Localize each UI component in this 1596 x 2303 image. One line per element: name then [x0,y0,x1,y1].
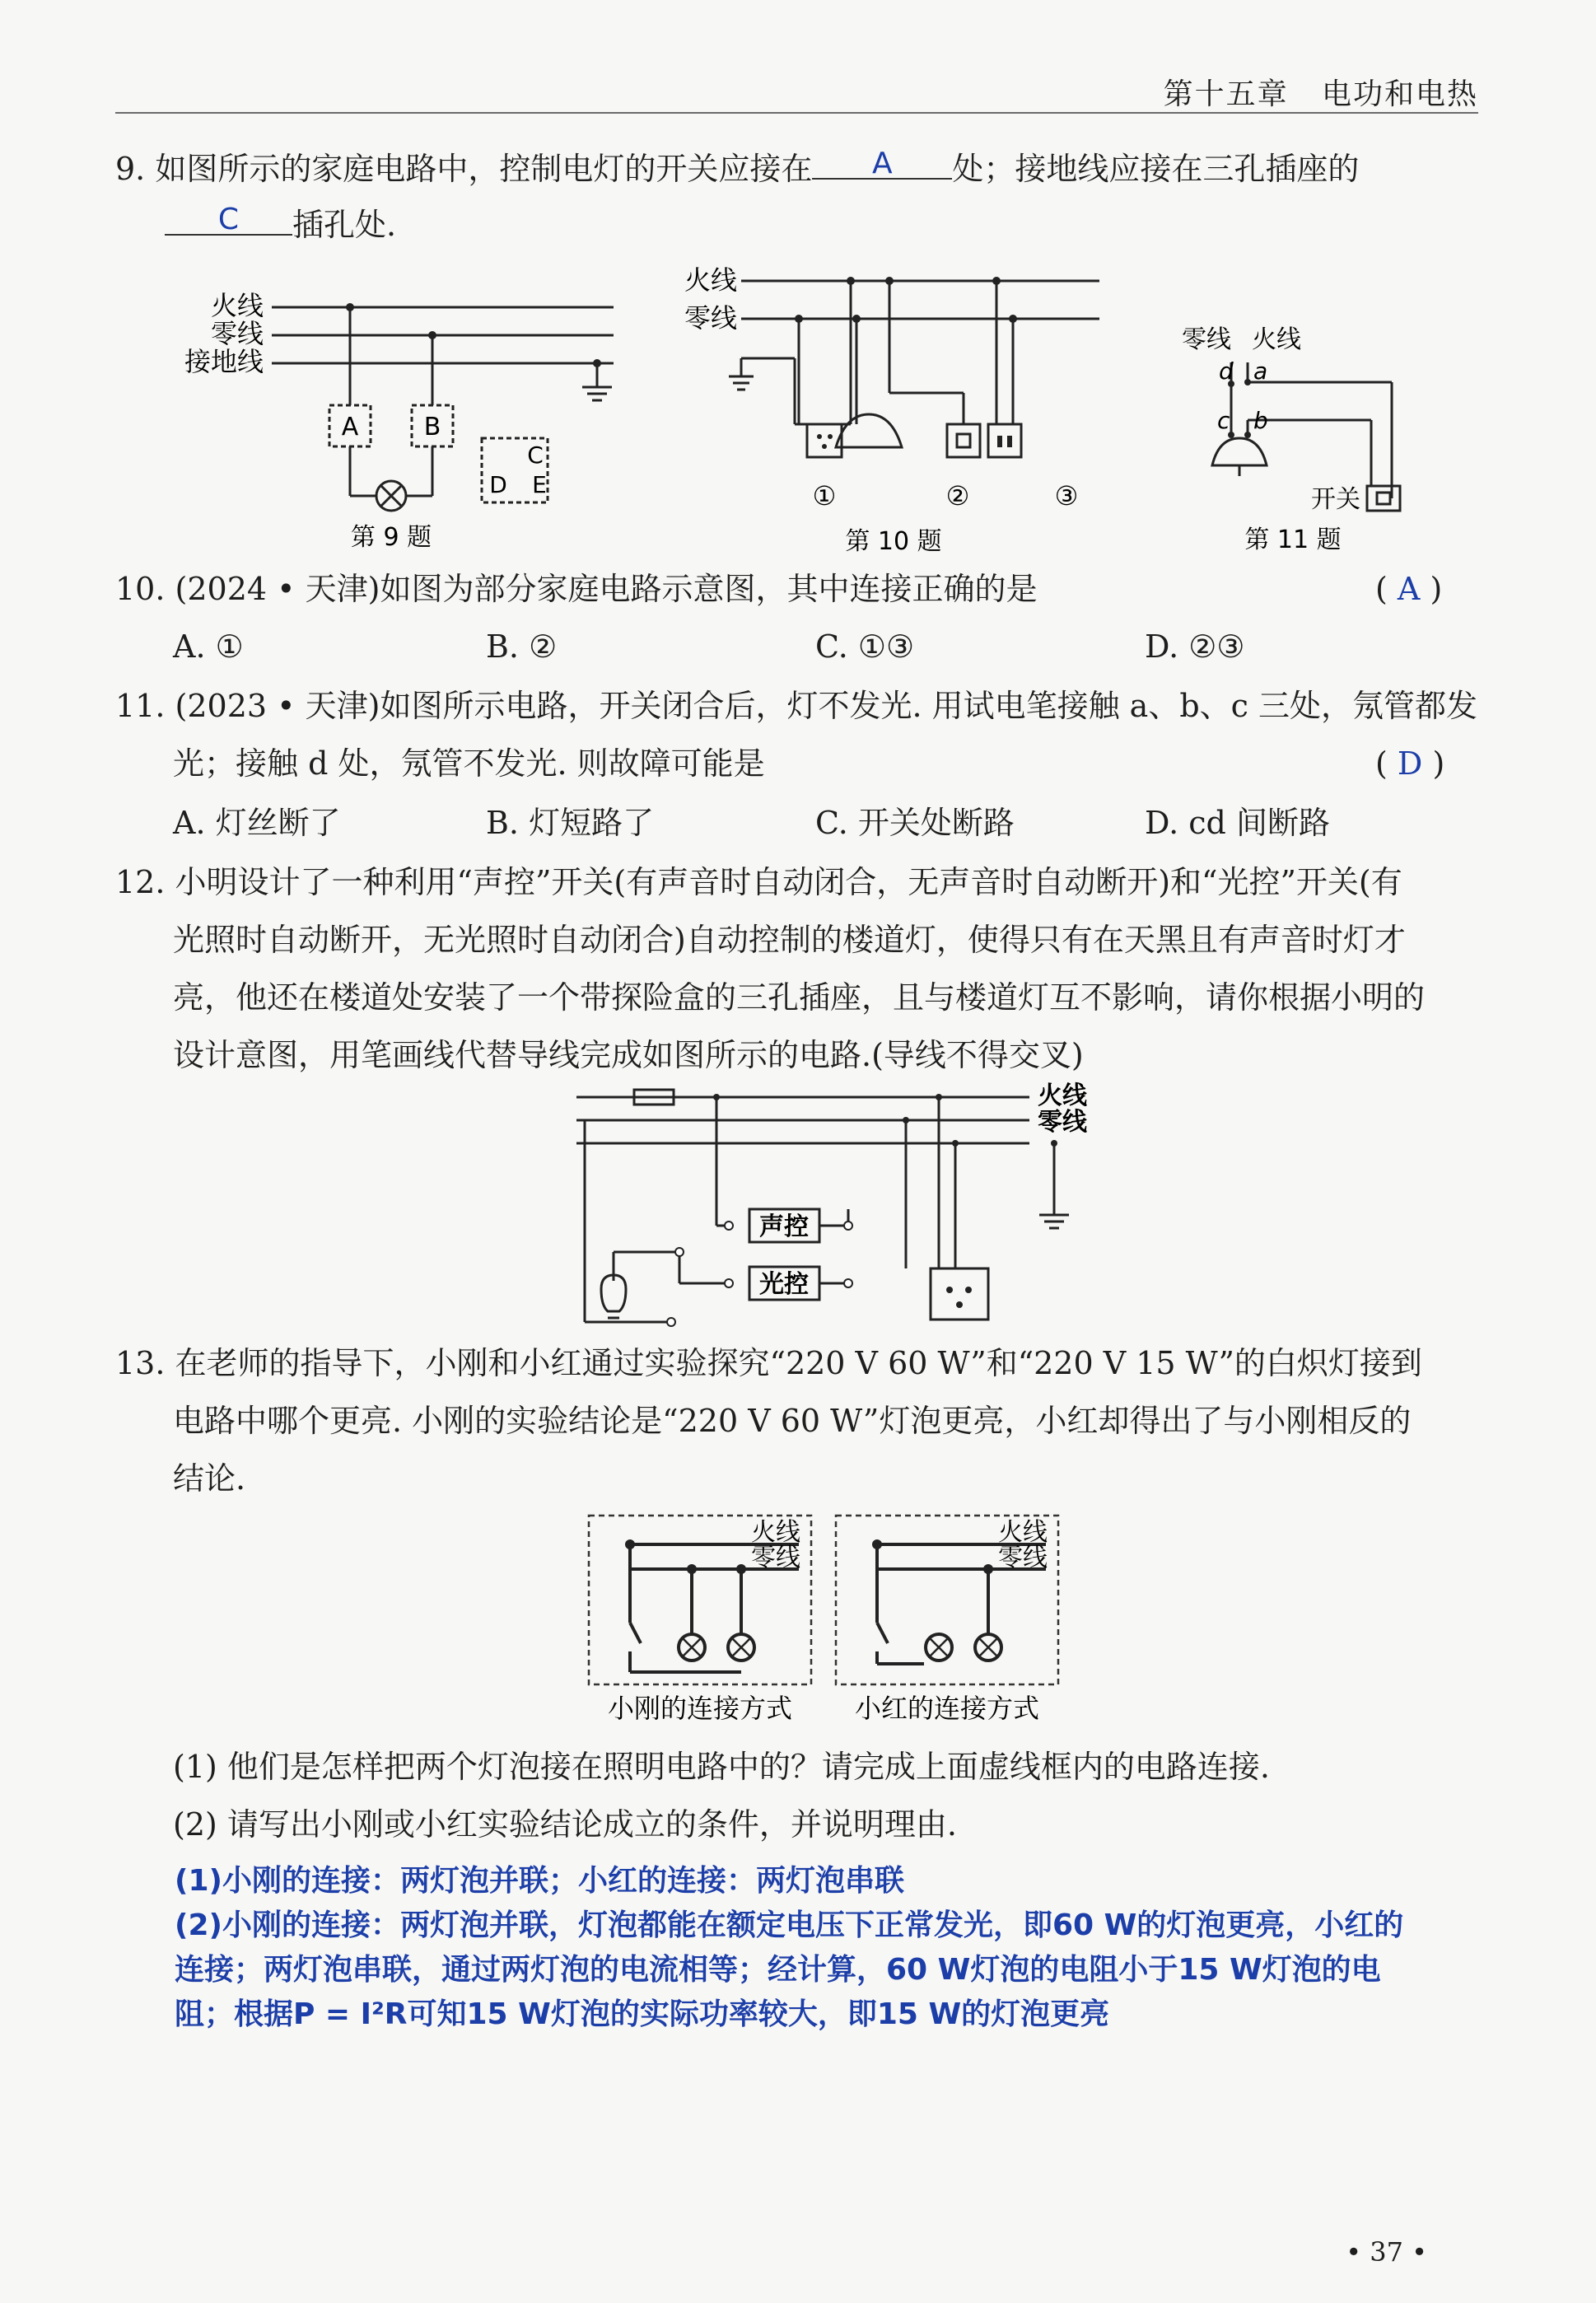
fig9-live-label: 火线 [210,290,264,321]
fig9-neutral-label: 零线 [210,318,264,349]
q9-blank1 [812,147,952,180]
fig10-num3: ③ [1054,480,1079,512]
fig9-ground-label: 接地线 [184,346,264,377]
q9-text-c: 插孔处. [292,207,397,243]
fig9-box-a: A [341,413,359,441]
q10-option-b: B. ② [486,628,558,665]
page-number: • 37 • [1346,2236,1427,2268]
fig11-live-label: 火线 [1252,325,1301,354]
fig10-live-label: 火线 [684,264,737,296]
fig10-caption: 第 10 题 [845,527,942,556]
chapter-number: 第十五章 [1163,77,1289,111]
fig13-left-caption: 小刚的连接方式 [607,1693,793,1724]
q9-blank1-answer: A [872,147,893,180]
q13-line1: 13. 在老师的指导下，小刚和小红通过实验探究“220 V 60 W”和“220 V 15 W”的白炽灯接到 [115,1345,1422,1381]
q13-line2: 电路中哪个更亮. 小刚的实验结论是“220 V 60 W”灯泡更亮，小红却得出了与小刚相反的 [173,1403,1412,1439]
q10-stem: 10. (2024 • 天津)如图为部分家庭电路示意图，其中连接正确的是 [115,571,1038,607]
q11-option-c: C. 开关处断路 [815,805,1015,841]
q11-option-b: B. 灯短路了 [486,805,655,841]
q9-line1 [115,140,1359,198]
fig9-socket-e: E [532,471,547,498]
fig10-circuit [671,259,1116,556]
chapter-title: 电功和电热 [1321,77,1478,111]
q10-answer-bracket: ( A ) [1375,571,1443,607]
fig11-point-c: c [1217,407,1230,434]
fig12-live-label: 火线 [1038,1081,1087,1110]
q13-sub1: (1) 他们是怎样把两个灯泡接在照明电路中的？请完成上面虚线框内的电路连接. [173,1749,1270,1785]
q13-line3: 结论. [173,1460,246,1497]
q11-option-d: D. cd 间断路 [1145,805,1330,841]
q11-line2: 光；接触 d 处，氖管不发光. 则故障可能是 [173,745,765,782]
fig13-right-caption: 小红的连接方式 [854,1693,1040,1724]
fig12-circuit [568,1079,1145,1334]
q10-option-a: A. ① [173,628,244,665]
fig9-circuit [173,280,634,552]
q10-option-d: D. ②③ [1145,628,1245,665]
q12-line3: 亮，他还在楼道处安装了一个带探险盒的三孔插座，且与楼道灯互不影响，请你根据小明的 [173,979,1426,1016]
q13-sub2: (2) 请写出小刚或小红实验结论成立的条件，并说明理由. [173,1806,957,1843]
fig9-box-b: B [423,413,441,441]
fig9-socket-c: C [527,441,544,469]
q9-text-b: 处；接地线应接在三孔插座的 [952,151,1360,187]
fig11-neutral-label: 零线 [1182,325,1231,354]
q12-line4: 设计意图，用笔画线代替导线完成如图所示的电路.(导线不得交叉) [173,1037,1084,1073]
fig13-right-neutral-label: 零线 [998,1544,1048,1572]
q12-line2: 光照时自动断开，无光照时自动闭合)自动控制的楼道灯，使得只有在天黑且有声音时灯才 [173,922,1406,958]
q9-blank2-answer: C [217,203,240,236]
fig11-circuit [1169,321,1433,560]
q9-line2 [165,196,396,254]
q11-answer: D [1397,745,1423,782]
fig11-point-d: d [1219,357,1234,385]
fig12-neutral-label: 零线 [1038,1108,1087,1137]
fig12-sound-switch: 声控 [759,1212,809,1241]
fig10-neutral-label: 零线 [684,302,737,334]
fig13-circuits [585,1511,1079,1726]
q9-text-a: 9. 如图所示的家庭电路中，控制电灯的开关应接在 [115,151,813,187]
q9-blank2 [165,203,292,236]
fig10-num2: ② [945,480,970,512]
fig9-caption: 第 9 题 [350,523,432,552]
fig13-left-live-label: 火线 [751,1518,800,1547]
fig11-switch-label: 开关 [1311,485,1360,514]
fig10-num1: ① [812,480,837,512]
fig11-point-b: b [1253,407,1268,434]
fig9-socket-d: D [489,471,507,498]
fig12-light-switch: 光控 [759,1270,809,1299]
q10-option-c: C. ①③ [815,628,915,665]
q11-line1: 11. (2023 • 天津)如图所示电路，开关闭合后，灯不发光. 用试电笔接触 a、b、c 三处，氖管都发 [115,688,1478,724]
fig13-left-neutral-label: 零线 [751,1544,800,1572]
q13-answer-2: (2)小刚的连接：两灯泡并联，灯泡都能在额定电压下正常发光，即60 W的灯泡更亮，小红的 [175,1908,1404,1942]
header-rule [115,112,1478,114]
q11-answer-bracket: ( D ) [1375,745,1445,782]
q13-answer-4: 阻；根据P = I²R可知15 W灯泡的实际功率较大，即15 W的灯泡更亮 [175,1997,1110,2031]
fig13-right-live-label: 火线 [998,1518,1048,1547]
chapter-header [1164,71,1478,113]
q11-option-a: A. 灯丝断了 [173,805,341,841]
q13-answer-1: (1)小刚的连接：两灯泡并联；小红的连接：两灯泡串联 [175,1864,904,1898]
fig11-point-a: a [1253,357,1268,385]
q10-answer: A [1397,571,1421,607]
q13-answer-3: 连接；两灯泡串联，通过两灯泡的电流相等；经计算，60 W灯泡的电阻小于15 W灯泡的电 [175,1953,1381,1987]
q12-line1: 12. 小明设计了一种利用“声控”开关(有声音时自动闭合，无声音时自动断开)和“光控”开关(有 [115,864,1402,900]
fig11-caption: 第 11 题 [1244,526,1342,554]
